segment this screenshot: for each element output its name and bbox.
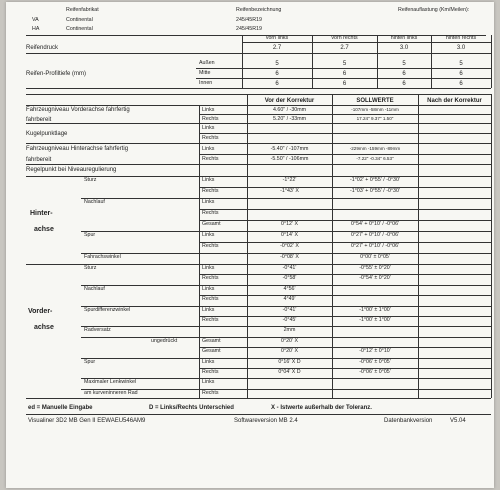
front-height-label: fahrbereit (26, 117, 52, 123)
row-divider (199, 316, 491, 317)
side-label: Links (202, 199, 215, 205)
value-before: -5.40" / -107mm (270, 146, 309, 152)
maker-ha: Continental (66, 26, 93, 32)
parameter-label: Fahrachswinkel (84, 254, 121, 260)
side-label: Links (202, 358, 215, 365)
divider (26, 143, 491, 144)
parameter-label: Sturz (84, 177, 97, 183)
pressure-value: 3.0 (456, 45, 466, 51)
side-label: Rechts (202, 243, 219, 249)
value-before: 4°49' (283, 296, 296, 303)
side-label: Links (202, 265, 215, 271)
value-target: 0°54' + 0°10' / -0°06' (350, 221, 400, 227)
divider (247, 94, 248, 398)
parameter-label: Nachlauf (84, 285, 105, 292)
label-load: Reifenauflastung (Km/Meilen): (398, 7, 470, 13)
value-before: -5.50" / -106mm (270, 156, 309, 162)
front-axle-title: Vorder- (28, 308, 53, 315)
divider (199, 133, 491, 134)
col-front-left: vorn links (265, 35, 289, 41)
divider (26, 164, 491, 165)
pressure-label: Reifendruck (26, 45, 59, 51)
value-before: 4°56' (283, 285, 296, 292)
divider (491, 35, 492, 88)
col-rear-right: hinten rechts (445, 35, 477, 41)
value-before: 0°04' X D (278, 369, 301, 375)
side-label: Rechts (202, 296, 219, 303)
size-ha: 245/45R19 (236, 26, 262, 32)
value-before: 0°20' X (281, 337, 298, 344)
tread-value: 5 (342, 61, 347, 67)
tread-value: 6 (402, 71, 406, 77)
value-before: 0°14' X (281, 232, 298, 238)
label-manufacturer: Reifenfabrikat (66, 7, 99, 13)
tread-value: 6 (275, 71, 279, 77)
col-front-right: vorn rechts (331, 35, 358, 41)
side-label: Gesamt (202, 221, 221, 227)
col-rear-left: hinten links (390, 35, 418, 41)
divider (196, 68, 491, 69)
value-target: -7.22" -0.34" 6.53" (356, 156, 394, 161)
divider (26, 94, 491, 95)
regelpunkt-label: Regelpunkt bei Niveauregulierung (26, 167, 117, 173)
value-target: -0°12' ± 0°10' (359, 348, 391, 355)
col-target: SOLLWERTE (356, 98, 394, 104)
side-label: Rechts (202, 210, 219, 216)
ball-joint-label: Kugelpunktlage (26, 131, 68, 137)
legend-ed: ed = Manuelle Eingabe (28, 405, 93, 411)
col-after: Nach der Korrektur (427, 98, 482, 104)
value-target: 0°27' + 0°10' / -0°06' (350, 232, 400, 238)
value-before: -1°43' X (280, 188, 299, 194)
alignment-report (6, 2, 494, 488)
value-target: -0°06' ± 0°05' (359, 358, 391, 365)
tread-value: 6 (342, 71, 347, 77)
value-target: -0°55' ± 0°20' (359, 265, 391, 271)
tread-value: 6 (275, 81, 279, 87)
footer-software: Softwareversion MB 2.4 (234, 418, 298, 424)
size-va: 245/45R19 (236, 17, 262, 23)
side-label: Gesamt (202, 348, 221, 355)
divider (491, 94, 492, 398)
row-divider (199, 209, 491, 210)
legend-d: D = Links/Rechts Unterschied (149, 405, 234, 411)
tread-pos: Mitte (199, 70, 211, 76)
parameter-label: Spurdifferenzwinkel (84, 306, 131, 313)
tread-value: 5 (459, 61, 463, 67)
side-label: Rechts (202, 135, 219, 141)
value-before: -0°08' X (280, 254, 299, 260)
tread-value: 6 (459, 71, 463, 77)
side-label: Rechts (202, 369, 219, 375)
value-target: 0°00' ± 0°05' (360, 254, 390, 260)
divider (196, 78, 491, 79)
tread-value: 6 (459, 81, 463, 87)
divider (26, 398, 491, 399)
row-divider (199, 274, 491, 275)
tread-pos: Innen (199, 80, 213, 86)
side-label: Links (202, 125, 215, 131)
divider (242, 35, 243, 88)
divider (377, 35, 378, 88)
row-divider (199, 368, 491, 369)
divider (431, 35, 432, 88)
row-divider (199, 295, 491, 296)
side-label: Rechts (202, 188, 219, 194)
tread-label: Reifen-Profiltiefe (mm) (26, 71, 87, 77)
front-height-label: Fahrzeugniveau Vorderachse fahrfertig (26, 107, 130, 113)
divider (26, 105, 491, 106)
side-label: Links (202, 285, 215, 292)
parameter-label: ungedrückt (151, 337, 178, 344)
footer-database-version: V5.04 (450, 418, 466, 424)
value-before: 0°12' X (281, 221, 298, 227)
divider (26, 53, 491, 54)
side-label: Rechts (202, 156, 219, 162)
side-label: Links (202, 306, 215, 313)
value-before: -0°02' X (280, 243, 299, 249)
label-designation: Reifenbezeichnung (236, 7, 282, 13)
value-before: -0°41' (282, 265, 297, 271)
divider (418, 94, 419, 398)
side-label: Rechts (202, 116, 219, 122)
tread-pos: Außen (199, 60, 215, 66)
parameter-label: Spur (84, 358, 96, 365)
value-before: 0°20' X (281, 348, 298, 355)
row-divider (199, 220, 491, 221)
value-before: -0°58' (282, 275, 297, 282)
side-label: Links (202, 232, 215, 238)
rear-height-label: fahrbereit (26, 157, 52, 163)
divider (242, 42, 491, 43)
row-divider (199, 347, 491, 348)
side-label: Links (202, 177, 215, 183)
divider (26, 88, 491, 89)
side-label: Links (202, 107, 215, 113)
axle-va: VA (32, 17, 39, 23)
divider (26, 414, 491, 415)
parameter-label: Spur (84, 232, 96, 238)
value-target: -107mm -58mm -11mm (351, 107, 399, 112)
divider (199, 114, 491, 115)
pressure-value: 2.7 (272, 45, 282, 51)
divider (26, 123, 491, 124)
value-target: -1°00' ± 1°00' (359, 317, 391, 323)
value-target: 17.24" 9.37" 1.50" (356, 116, 394, 121)
axle-ha: HA (32, 26, 40, 32)
row-divider (81, 378, 491, 379)
pressure-value: 2.7 (340, 45, 349, 51)
tread-value: 6 (402, 81, 406, 87)
divider (312, 35, 313, 88)
divider (199, 105, 200, 398)
value-before: 4.60" / -30mm (272, 107, 307, 113)
side-label: Links (202, 379, 215, 386)
value-before: 0°16' X D (278, 358, 301, 365)
value-target: -0°54' ± 0°20' (359, 275, 391, 282)
col-before: Vor der Korrektur (264, 98, 315, 104)
value-before: -0°41' (282, 306, 297, 313)
tread-value: 5 (402, 61, 406, 67)
value-before: 5.20" / -33mm (272, 116, 307, 122)
value-target: -1°03' + 0°55' / -0°30' (350, 188, 400, 194)
tread-value: 6 (342, 81, 347, 87)
row-divider (199, 242, 491, 243)
value-target: -229mm -159mm -89mm (349, 146, 401, 151)
divider (199, 154, 491, 155)
value-before: -1°22' (282, 177, 297, 183)
parameter-label: Maximaler Lenkwinkel (84, 379, 137, 386)
divider (332, 94, 333, 398)
side-label: Links (202, 146, 215, 152)
value-before: 2mm (283, 327, 296, 334)
pressure-value: 3.0 (399, 45, 409, 51)
side-label: Rechts (202, 275, 219, 282)
value-target: -1°02' + 0°55' / -0°30' (350, 177, 400, 183)
value-target: -1°00' ± 1°00' (359, 306, 391, 313)
side-label: Rechts (202, 389, 219, 396)
footer-device: Visualiner 3D2 MB Gen II EEWAEU546AM9 (28, 418, 146, 424)
side-label: Rechts (202, 317, 219, 323)
rear-axle-title: Hinter- (30, 210, 53, 217)
parameter-label: Sturz (84, 265, 97, 271)
side-label: Gesamt (202, 337, 221, 344)
parameter-label: Radversatz (84, 327, 111, 334)
value-target: 0°27' + 0°10' / -0°06' (350, 243, 400, 249)
rear-height-label: Fahrzeugniveau Hinterachse fahrfertig (26, 146, 129, 152)
parameter-label: Nachlauf (84, 199, 105, 205)
tread-value: 5 (275, 61, 279, 67)
row-divider (199, 187, 491, 188)
maker-va: Continental (66, 17, 93, 23)
footer-database-label: Datenbankversion (384, 418, 433, 424)
legend-x: X - Istwerte außerhalb der Toleranz. (271, 405, 372, 411)
row-divider (81, 389, 491, 390)
rear-axle-title: achse (34, 226, 54, 233)
row-divider (81, 198, 491, 199)
value-before: -0°45' (282, 317, 297, 323)
parameter-label: am kurveninneren Rad (84, 389, 138, 396)
value-target: -0°06' ± 0°05' (359, 369, 391, 375)
front-axle-title: achse (34, 324, 54, 331)
